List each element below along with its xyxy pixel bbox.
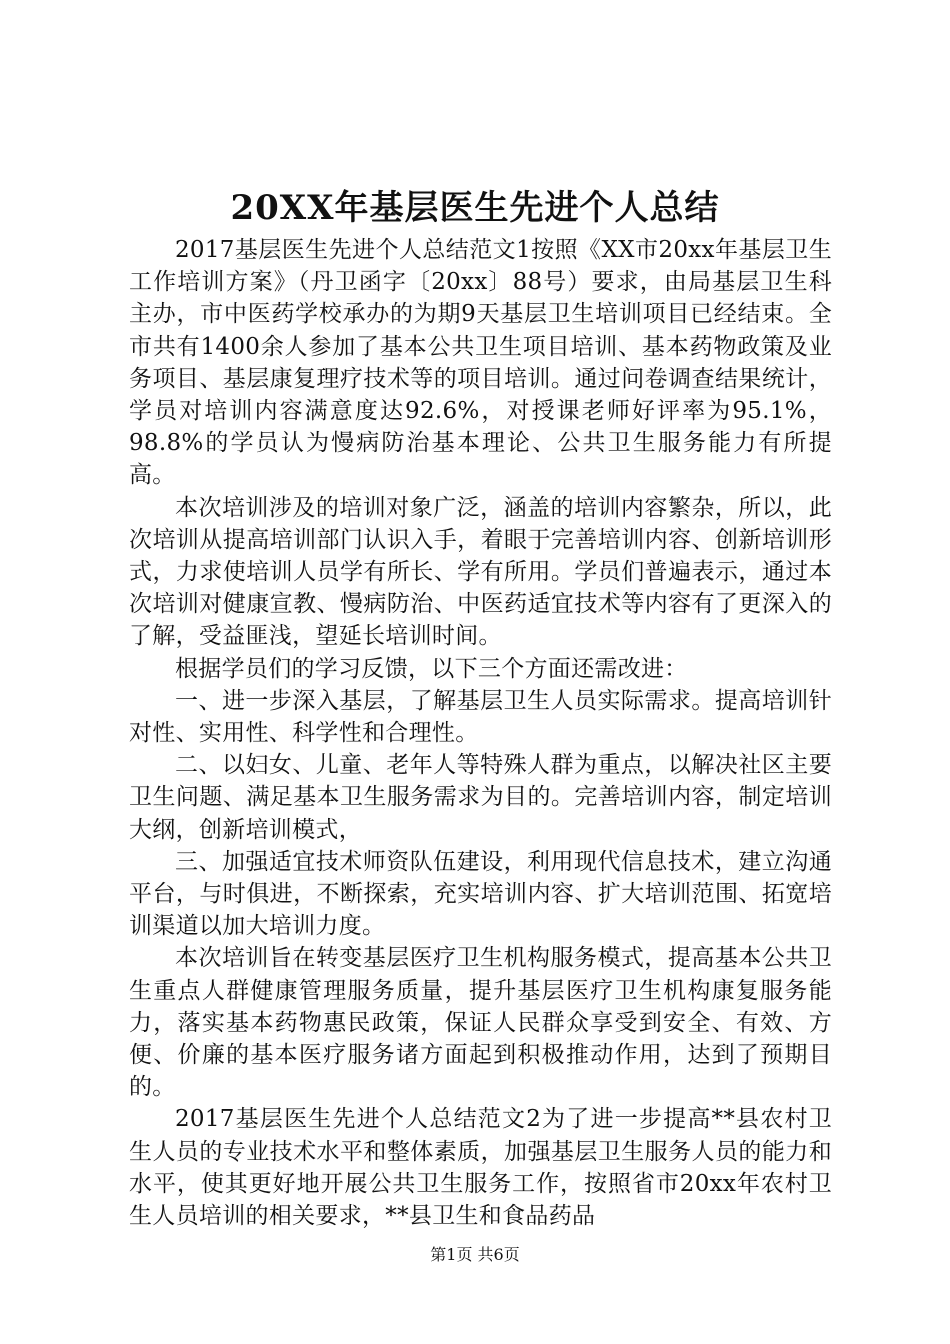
page-number-footer: 第1页 共6页 bbox=[430, 1245, 520, 1264]
paragraph-5: 二、以妇女、儿童、老年人等特殊人群为重点，以解决社区主要卫生问题、满足基本卫生服务需求为目的。完善培训内容，制定培训大纲，创新培训模式， bbox=[129, 752, 832, 843]
document-title: 20XX年基层医生先进个人总结 bbox=[230, 188, 720, 228]
paragraph-2: 本次培训涉及的培训对象广泛，涵盖的培训内容繁杂，所以，此次培训从提高培训部门认识入手，着眼于完善培训内容、创新培训形式，力求使培训人员学有所长、学有所用。学员们普遍表示，通过本次培训对健康宣教、慢病防治、中医药适宜技术等内容有了更深入的了解，受益匪浅，望延长培训时间。 bbox=[129, 494, 832, 650]
document-body bbox=[129, 234, 832, 1232]
paragraph-8: 2017基层医生先进个人总结范文2为了进一步提高**县农村卫生人员的专业技术水平和整体素质，加强基层卫生服务人员的能力和水平，使其更好地开展公共卫生服务工作，按照省市20xx年农村卫生人员培训的相关要求，**县卫生和食品药品 bbox=[129, 1106, 832, 1230]
paragraph-3: 根据学员们的学习反馈，以下三个方面还需改进： bbox=[175, 655, 688, 682]
paragraph-4: 一、进一步深入基层，了解基层卫生人员实际需求。提高培训针对性、实用性、科学性和合理性。 bbox=[129, 687, 832, 747]
paragraph-6: 三、加强适宜技术师资队伍建设，利用现代信息技术，建立沟通平台，与时俱进，不断探索，充实培训内容、扩大培训范围、拓宽培训渠道以加大培训力度。 bbox=[129, 848, 832, 940]
paragraph-7: 本次培训旨在转变基层医疗卫生机构服务模式，提高基本公共卫生重点人群健康管理服务质量，提升基层医疗卫生机构康复服务能力，落实基本药物惠民政策，保证人民群众享受到安全、有效、方便、价廉的基本医疗服务诸方面起到积极推动作用，达到了预期目的。 bbox=[129, 945, 832, 1101]
paragraph-1: 2017基层医生先进个人总结范文1按照《XX市20xx年基层卫生工作培训方案》（丹卫函字〔20xx〕88号）要求，由局基层卫生科主办，市中医药学校承办的为期9天基层卫生培训项目已经结束。全市共有1400余人参加了基本公共卫生项目培训、基本药物政策及业务项目、基层康复理疗技术等的项目培训。通过问卷调查结果统计，学员对培训内容满意度达92.6%，对授课老师好评率为95.1%，98.8%的学员认为慢病防治基本理论、公共卫生服务能力有所提高。 bbox=[129, 237, 832, 489]
